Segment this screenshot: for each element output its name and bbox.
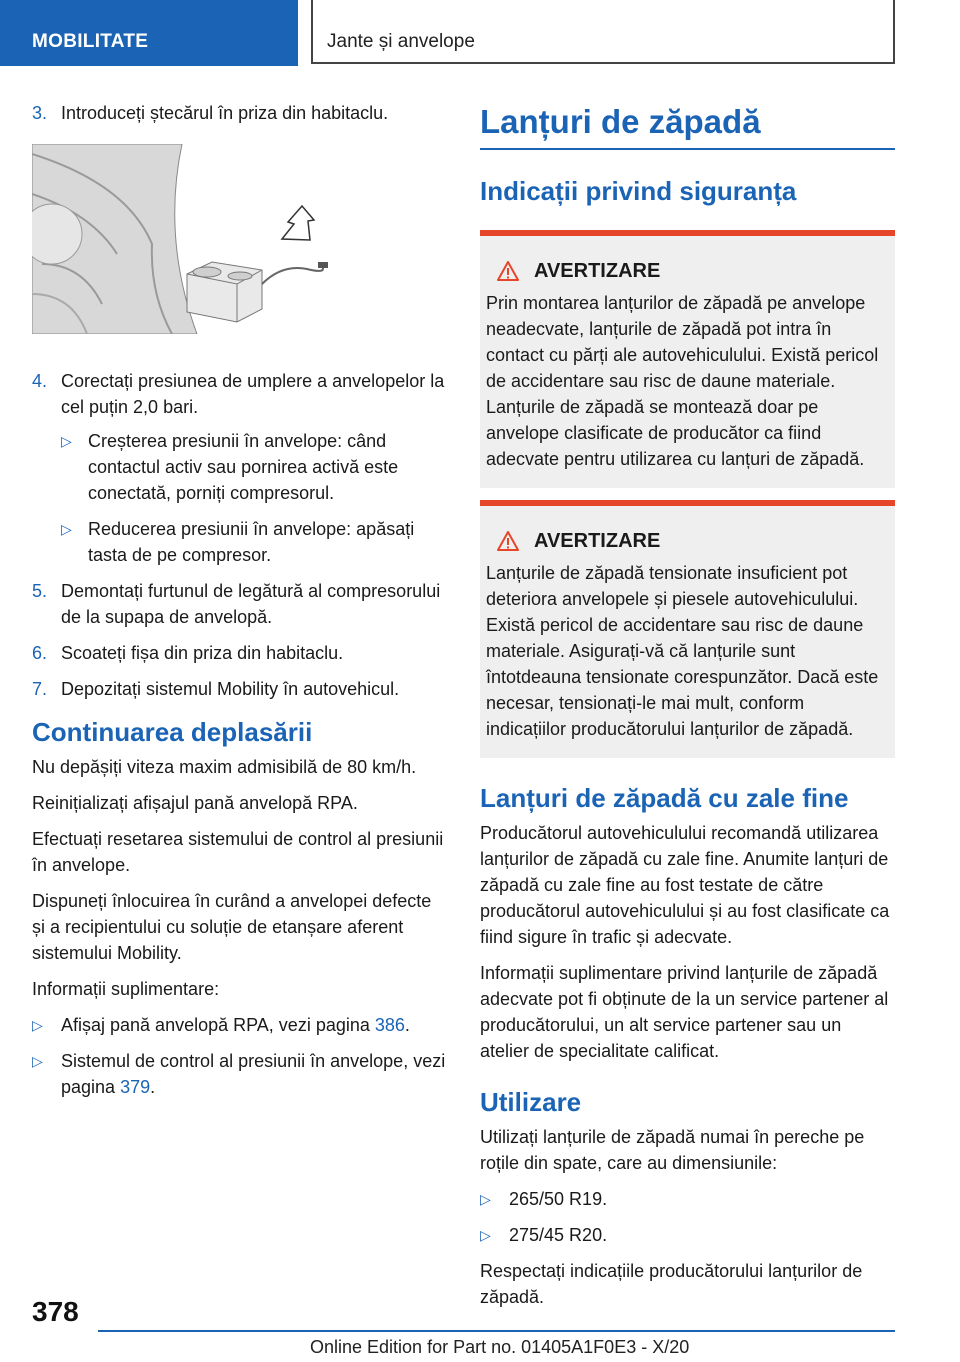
list-item-text: 275/45 R20.: [509, 1225, 608, 1245]
step-number: 6.: [32, 643, 48, 663]
step-4: [32, 368, 448, 568]
fine-chains-heading: Lanțuri de zăpadă cu zale fine: [480, 783, 849, 813]
further-info-list: [32, 1012, 448, 1100]
warning-title-text: AVERTIZARE: [534, 530, 661, 552]
chapter-tab: MOBILITATE: [0, 0, 298, 66]
substep-text: Creșterea presiunii în anvelope: când contactul activ sau pornirea activă este conectată, porniți compresorul.: [88, 431, 399, 503]
step-number: 4.: [32, 371, 48, 391]
procedure-steps-continued: [32, 368, 448, 702]
paragraph: Respectați indicațiile producătorului lanțurilor de zăpadă.: [480, 1261, 863, 1307]
triangle-bullet-icon: ▷: [61, 433, 72, 449]
step-5: [32, 578, 448, 630]
triangle-bullet-icon: ▷: [480, 1191, 491, 1207]
page-header: [0, 0, 960, 66]
step-4-substeps: [61, 428, 448, 568]
step-text: Corectați presiunea de umplere a anvelopelor la cel puțin 2,0 bari.: [61, 371, 445, 417]
warning-triangle-icon: [496, 530, 520, 552]
paragraph: Utilizați lanțurile de zăpadă numai în pereche pe roțile din spate, care au dimensiunile:: [480, 1127, 865, 1173]
page-link-379[interactable]: 379: [120, 1077, 151, 1097]
punctuation: .: [404, 1015, 410, 1035]
substep-text: Reducerea presiunii în anvelope: apăsați tasta de pe compresor.: [88, 519, 415, 565]
list-item-text: 265/50 R19.: [509, 1189, 608, 1209]
step-number: 5.: [32, 581, 48, 601]
left-column: [32, 100, 448, 1110]
usage-heading: Utilizare: [480, 1087, 582, 1117]
right-column: [480, 100, 895, 1320]
triangle-bullet-icon: ▷: [32, 1053, 43, 1069]
list-item-text: Afișaj pană anvelopă RPA, vezi pagina: [61, 1015, 375, 1035]
paragraph: Reinițializați afișajul pană anvelopă RPA.: [32, 793, 358, 813]
list-item: [480, 1186, 895, 1212]
step-6: [32, 640, 448, 666]
warning-text: Prin montarea lanțurilor de zăpadă pe anvelope neadecvate, lanțurile de zăpadă pot intra în contact cu părți ale autovehiculului. Există pericol de accidentare sau risc de daune materiale. Lanțurile de zăpadă se montează doar pe anvelope clasificate de producător ca fiind adecvate pentru utilizarea cu lanțuri de zăpadă.: [486, 293, 879, 469]
paragraph: Efectuați resetarea sistemului de control al presiunii în anvelope.: [32, 829, 444, 875]
substep: [61, 428, 448, 506]
page-number: 378: [32, 1296, 79, 1327]
page-link-386[interactable]: 386: [374, 1015, 405, 1035]
step-number: 3.: [32, 103, 48, 123]
warning-box: [480, 500, 895, 758]
edition-note: Online Edition for Part no. 01405A1F0E3 - X/20: [310, 1337, 690, 1357]
paragraph: Dispuneți înlocuirea în curând a anvelopei defecte și a recipientului cu soluție de etanșare aferent sistemului Mobility.: [32, 891, 432, 963]
step-7: [32, 676, 448, 702]
step-number: 7.: [32, 679, 48, 699]
tire-size-list: [480, 1186, 895, 1248]
punctuation: .: [150, 1077, 156, 1097]
continue-driving-heading: Continuarea deplasării: [32, 717, 313, 747]
paragraph: Informații suplimentare:: [32, 979, 220, 999]
warning-triangle-icon: [496, 260, 520, 282]
substep: [61, 516, 448, 568]
section-title: Jante și anvelope: [311, 0, 895, 64]
warning-title-text: AVERTIZARE: [534, 260, 661, 282]
compressor-illustration: [32, 144, 332, 334]
warning-box: [480, 230, 895, 488]
footer-divider: [98, 1330, 895, 1332]
triangle-bullet-icon: ▷: [32, 1017, 43, 1033]
step-text: Introduceți ștecărul în priza din habitaclu.: [61, 103, 389, 123]
step-text: Scoateți fișa din priza din habitaclu.: [61, 643, 344, 663]
procedure-steps: [32, 100, 448, 126]
step-text: Demontați furtunul de legătură al compresorului de la supapa de anvelopă.: [61, 581, 441, 627]
step-text: Depozitați sistemul Mobility în autovehicul.: [61, 679, 400, 699]
warning-text: Lanțurile de zăpadă tensionate insuficient pot deteriora anvelopele și piesele autovehiculului. Există pericol de accidentare sau risc de daune materiale. Asigurați-vă că lanțurile sunt întotdeauna tensionate corespunzător. Dacă este necesar, tensionați-le mai mult, conform indicațiilor producătorului lanțurilor de zăpadă.: [486, 563, 879, 739]
paragraph: Informații suplimentare privind lanțurile de zăpadă adecvate pot fi obținute de la un service partener al producătorului, un alt service partener sau un atelier de specialitate calificat.: [480, 963, 889, 1061]
paragraph: Producătorul autovehiculului recomandă utilizarea lanțurilor de zăpadă cu zale fine. Anumite lanțuri de zăpadă cu zale fine au fost testate de către producătorul autovehiculului și au fost clasificate ca fiind sigure în trafic și adecvate.: [480, 823, 890, 947]
step-3: [32, 100, 448, 126]
triangle-bullet-icon: ▷: [61, 521, 72, 537]
safety-heading: Indicații privind siguranța: [480, 176, 797, 206]
warning-title: [486, 528, 887, 554]
list-item: [32, 1048, 448, 1100]
list-item-text: Sistemul de control al presiunii în anvelope, vezi pagina: [61, 1051, 446, 1097]
chapter-heading: Lanțuri de zăpadă: [480, 100, 895, 150]
list-item: [480, 1222, 895, 1248]
list-item: [32, 1012, 448, 1038]
triangle-bullet-icon: ▷: [480, 1227, 491, 1243]
warning-title: [486, 258, 887, 284]
paragraph: Nu depășiți viteza maxim admisibilă de 80 km/h.: [32, 757, 417, 777]
